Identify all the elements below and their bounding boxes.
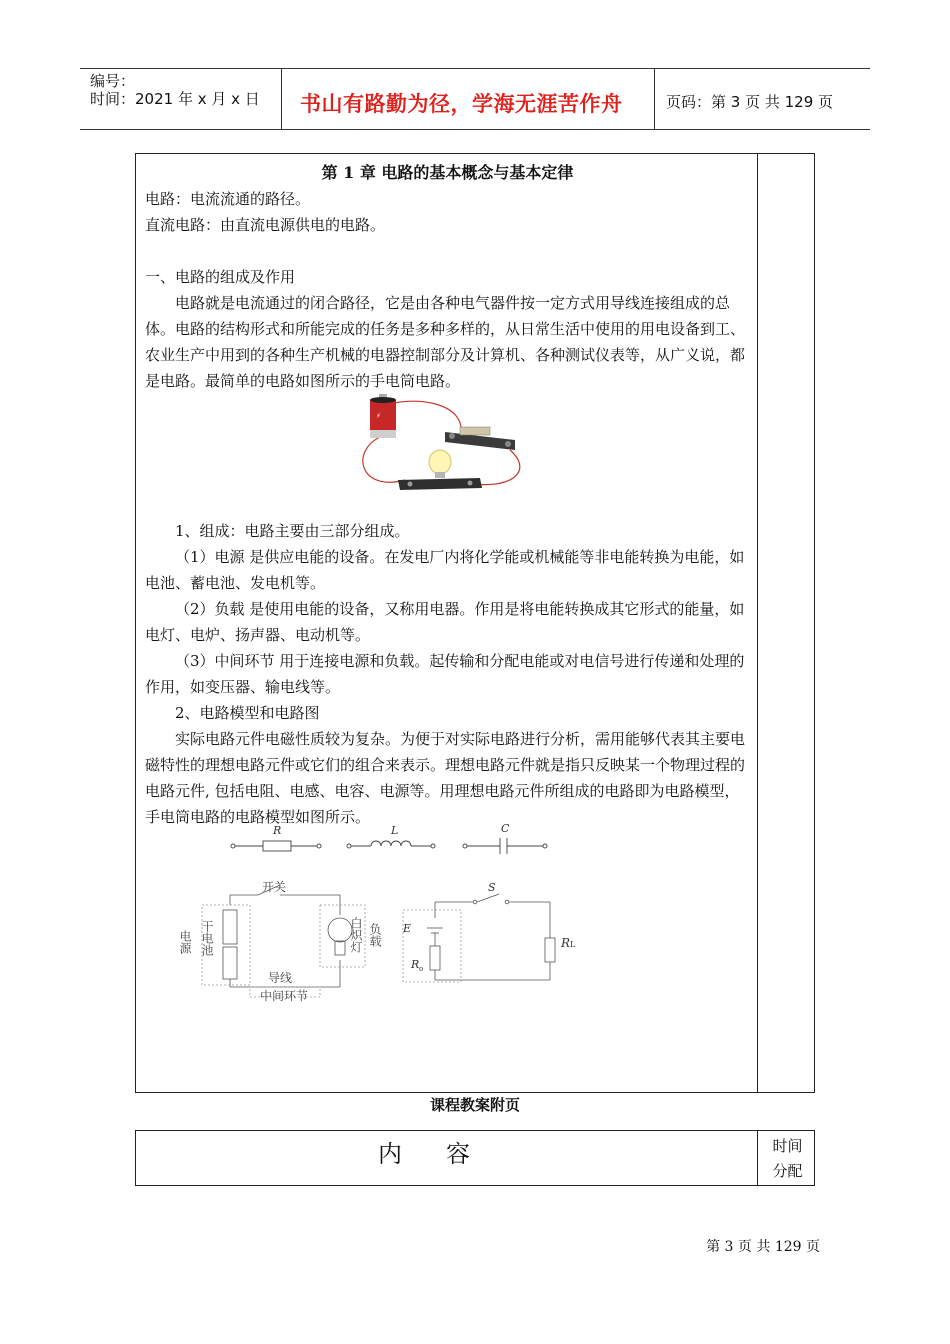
table-divider — [757, 1130, 758, 1186]
circuit-model-schematic — [395, 878, 560, 988]
header-page-number: 页码：第 3 页 共 129 页 — [666, 93, 834, 111]
bulb-label: 白炽灯 — [349, 917, 363, 953]
inductor-symbol-label: L — [391, 824, 399, 837]
switch-label: 开关 — [262, 880, 287, 894]
components-section — [145, 518, 750, 830]
content-column-header: 内容 — [378, 1140, 514, 1168]
capacitor-symbol-label: C — [501, 822, 510, 835]
time-header-line1: 时间 — [772, 1137, 803, 1155]
internal-resistance-subscript: o — [419, 965, 424, 973]
component-middle: （3）中间环节 用于连接电源和负载。起传输和分配电能或对电信号进行传递和处理的作用，如变压器、输电线等。 — [145, 652, 745, 696]
definition-dc-circuit: 直流电路：由直流电源供电的电路。 — [145, 216, 386, 234]
paragraph: 实际电路元件电磁性质较为复杂。为便于对实际电路进行分析，需用能够代表其主要电磁特性的理想电路元件或它们的组合来表示。理想电路元件就是指只反映某一个物理过程的电路元件, 包括电阻、电感、电容、电源等。用理想电路元件所组成的电路即为电路模型，手电筒电路的电路模型如图所示。 — [145, 730, 746, 826]
time-header-line2: 分配 — [772, 1162, 803, 1180]
load-resistance-symbol: RL — [561, 936, 576, 950]
component-source: （1）电源 是供应电能的设备。在发电厂内将化学能或机械能等非电能转换为电能，如电池、蓄电池、发电机等。 — [145, 548, 745, 592]
header-top-rule — [80, 68, 870, 69]
switch-symbol-label: S — [488, 881, 496, 894]
component-load: （2）负载 是使用电能的设备，又称用电器。作用是将电能转换成其它形式的能量，如电灯、电炉、扬声器、电动机等。 — [145, 600, 745, 644]
emf-symbol-label: E — [403, 922, 412, 935]
middle-link-label: 中间环节 — [260, 989, 309, 1003]
flashlight-circuit-illustration — [350, 392, 540, 502]
motto: 书山有路勤为径，学海无涯苦作舟 — [300, 92, 623, 116]
source-label: 电源 — [178, 930, 192, 954]
blank-line — [145, 238, 750, 264]
ideal-elements-symbols — [225, 822, 585, 862]
section-heading: 一、电路的组成及作用 — [145, 268, 296, 286]
header-divider — [281, 68, 282, 129]
resistor-symbol-label: R — [273, 824, 282, 837]
paragraph: 电路就是电流通过的闭合路径，它是由各种电气器件按一定方式用导线连接组成的总体。电路的结构形式和所能完成的任务是多种多样的，从日常生活中使用的用电设备到工、农业生产中用到的各种生产机械的电器控制部分及计算机、各种测试仪表等，从广义说，都是电路。最简单的电路如图所示的手电筒电路。 — [145, 294, 746, 390]
components-heading: 1、组成：电路主要由三部分组成。 — [175, 522, 410, 540]
number-label: 编号： — [90, 72, 136, 90]
lesson-content — [145, 160, 750, 394]
flashlight-circuit-diagram — [180, 875, 385, 1005]
date-label: 时间：2021 年 x 月 x 日 — [90, 90, 260, 108]
battery-label: 干电池 — [200, 920, 214, 956]
model-heading: 2、电路模型和电路图 — [175, 704, 320, 722]
chapter-title: 第 1 章 电路的基本概念与基本定律 — [321, 163, 574, 182]
footer-page-number: 第 3 页 共 129 页 — [706, 1239, 820, 1255]
header-bottom-rule — [80, 129, 870, 130]
load-label: 负载 — [368, 923, 382, 947]
svg-text:⚡: ⚡ — [376, 412, 381, 420]
time-column-divider — [757, 153, 758, 1093]
wire-label: 导线 — [268, 971, 293, 985]
internal-resistance-label: R — [411, 958, 420, 971]
header-divider — [654, 68, 655, 129]
time-column-header — [760, 1134, 815, 1184]
definition-circuit: 电路：电流流通的路径。 — [145, 190, 311, 208]
attachment-title: 课程教案附页 — [429, 1096, 520, 1114]
